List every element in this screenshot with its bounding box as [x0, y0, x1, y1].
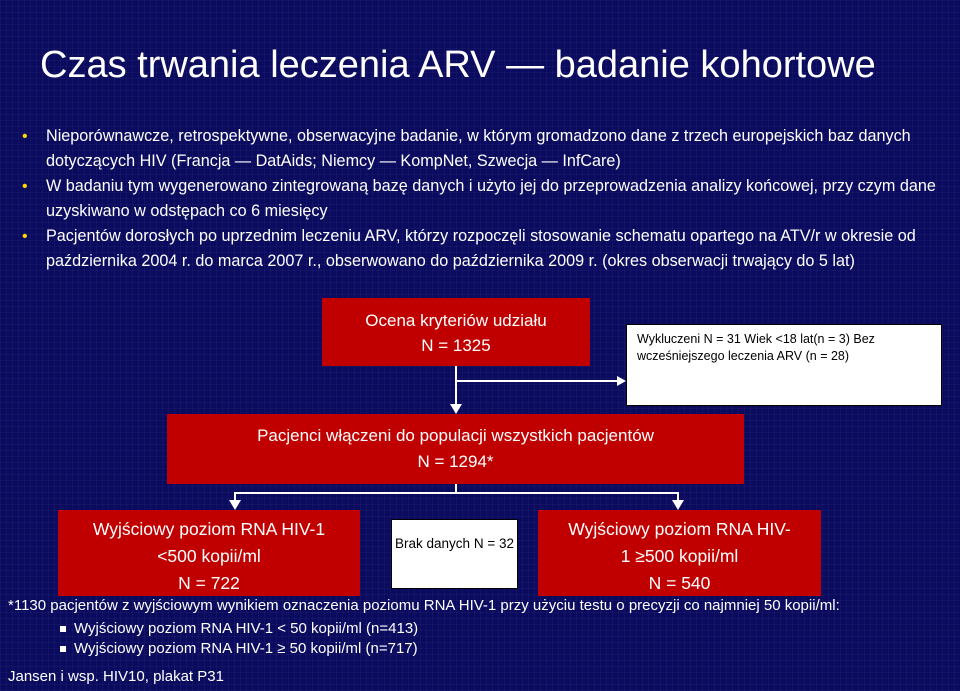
bullet-text: W badaniu tym wygenerowano zintegrowaną bazę danych i użyto jej do przeprowadzenia analizy końcowej, przy czym dane uzyskiwano w odstępach co 6 miesięcy [46, 177, 936, 220]
high-rna-count: N = 540 [648, 573, 711, 593]
arrow-down-icon [672, 500, 684, 510]
excluded-box [626, 324, 942, 406]
bullet-text: Nieporównawcze, retrospektywne, obserwacyjne badanie, w którym gromadzono dane z trzech europejskich baz danych dotyczących HIV (Francja — DatAids; Niemcy — KompNet, Szwecja — InfCare) [46, 127, 911, 170]
bullet-icon: • [22, 128, 28, 145]
assessment-box [322, 298, 590, 366]
high-rna-label: Wyjściowy poziom RNA HIV- [568, 519, 791, 539]
excluded-no-arv: Bez wcześniejszego leczenia ARV (n = 28) [637, 332, 875, 363]
low-rna-label: Wyjściowy poziom RNA HIV-1 [92, 519, 326, 539]
connector-line [456, 380, 618, 382]
excluded-count: N = 31 [703, 332, 741, 346]
missing-data-count: N = 32 [473, 536, 514, 551]
subnote-item [60, 620, 418, 637]
connector-line [455, 366, 457, 406]
missing-data-label: Brak danych [395, 536, 471, 551]
arrow-down-icon [229, 500, 241, 510]
bullet-icon: • [22, 178, 28, 195]
missing-data-box [391, 519, 518, 589]
excluded-age: Wiek <18 lat(n = 3) [744, 332, 850, 346]
subnote-text: Wyjściowy poziom RNA HIV-1 ≥ 50 kopii/ml (n=717) [74, 640, 418, 657]
bullet-list [20, 124, 950, 274]
included-label: Pacjenci włączeni do populacji wszystkich pacjentów [257, 426, 654, 445]
assessment-label: Ocena kryteriów udziału [365, 311, 547, 330]
low-rna-threshold: <500 kopii/ml [157, 546, 261, 566]
citation: Jansen i wsp. HIV10, plakat P31 [8, 668, 224, 685]
included-count: N = 1294* [417, 452, 494, 471]
excluded-label: Wykluczeni [637, 332, 701, 346]
subnote-item [60, 640, 418, 657]
high-rna-threshold: 1 ≥500 kopii/ml [620, 546, 739, 566]
connector-line [234, 492, 679, 494]
arrow-right-icon [617, 376, 626, 386]
bullet-text: Pacjentów dorosłych po uprzednim leczeniu ARV, którzy rozpoczęli stosowanie schematu opartego na ATV/r w okresie od października 2004 r. do marca 2007 r., obserwowano do października 2009 r. (okres obserwacji trwający do 5 lat) [46, 227, 916, 270]
bullet-item [20, 224, 950, 274]
subnote-text: Wyjściowy poziom RNA HIV-1 < 50 kopii/ml (n=413) [74, 620, 419, 637]
footnote: *1130 pacjentów z wyjściowym wynikiem oznaczenia poziomu RNA HIV-1 przy użyciu testu o precyzji co najmniej 50 kopii/ml: [8, 597, 840, 614]
square-bullet-icon [60, 646, 66, 652]
low-rna-count: N = 722 [178, 573, 240, 593]
bullet-item [20, 124, 950, 174]
arrow-down-icon [450, 404, 462, 414]
square-bullet-icon [60, 626, 66, 632]
assessment-count: N = 1325 [421, 336, 491, 355]
included-box [167, 414, 744, 484]
slide-title: Czas trwania leczenia ARV — badanie kohortowe [40, 44, 876, 86]
bullet-item [20, 174, 950, 224]
high-rna-box [538, 510, 821, 596]
low-rna-box [58, 510, 360, 596]
bullet-icon: • [22, 228, 28, 245]
